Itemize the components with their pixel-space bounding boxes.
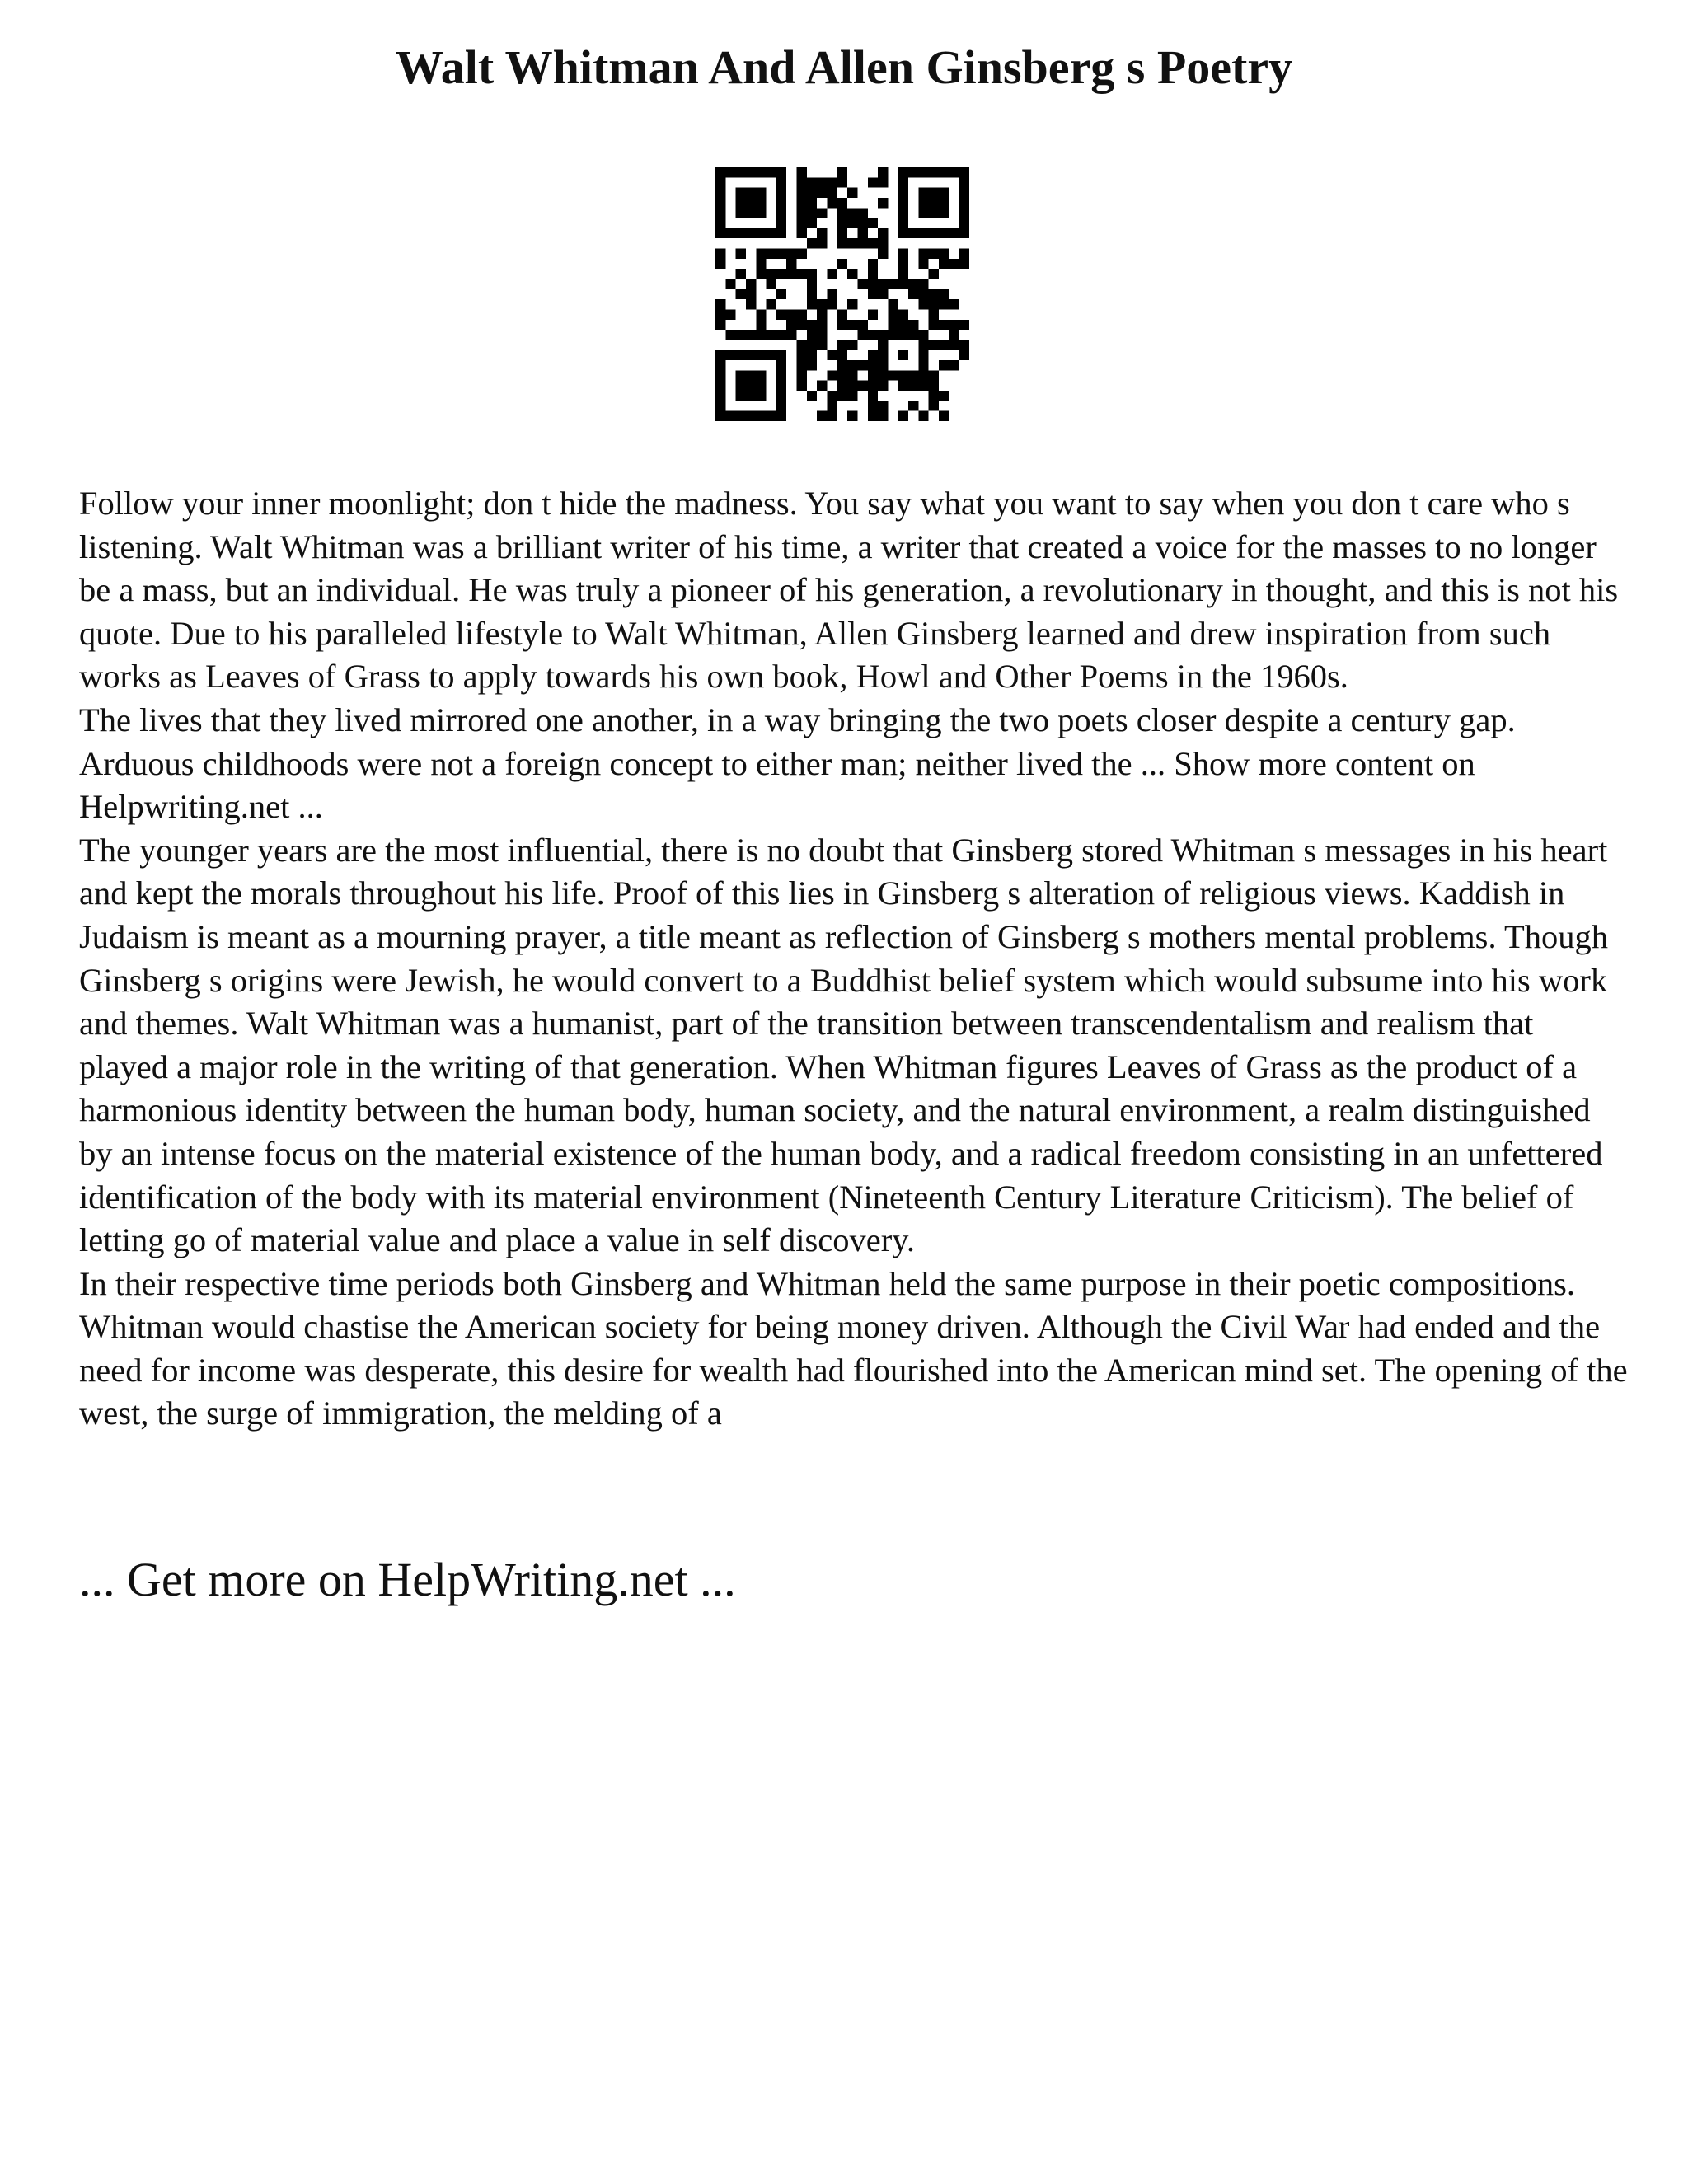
qr-code-icon xyxy=(715,167,969,421)
paragraph-3: The younger years are the most influential, there is no doubt that Ginsberg stored Whitman s messages in his heart and kept the morals throughout his life. Proof of this lies in Ginsberg s alteration of religious views. Kaddish in Judaism is meant as a mourning prayer, a title meant as reflection of Ginsberg s mothers mental problems. Though Ginsberg s origins were Jewish, he would convert to a Buddhist belief system which would subsume into his work and themes. Walt Whitman was a humanist, part of the transition between transcendentalism and realism that played a major role in the writing of that generation. When Whitman figures Leaves of Grass as the product of a harmonious identity between the human body, human society, and the natural environment, a realm distinguished by an intense focus on the material existence of the human body, and a radical freedom consisting in an unfettered identification of the body with its material environment (Nineteenth Century Literature Criticism). The belief of letting go of material value and place a value in self discovery. xyxy=(79,831,1608,1259)
get-more-link[interactable]: ... Get more on HelpWriting.net ... xyxy=(79,1553,736,1606)
paragraph-2: The lives that they lived mirrored one another, in a way bringing the two poets closer despite a century gap. Arduous childhoods were not a foreign concept to either man; neither lived the ... Show more content on Helpwriting.net ... xyxy=(79,701,1516,826)
article-body xyxy=(79,482,1629,1436)
paragraph-1: Follow your inner moonlight; don t hide the madness. You say what you want to say when you don t care who s listening. Walt Whitman was a brilliant writer of his time, a writer that created a voice for the masses to no longer be a mass, but an individual. He was truly a pioneer of his generation, a revolutionary in thought, and this is not his quote. Due to his paralleled lifestyle to Walt Whitman, Allen Ginsberg learned and drew inspiration from such works as Leaves of Grass to apply towards his own book, Howl and Other Poems in the 1960s. xyxy=(79,485,1619,696)
paragraph-4: In their respective time periods both Ginsberg and Whitman held the same purpose in their poetic compositions. Whitman would chastise the American society for being money driven. Although the Civil War had ended and the need for income was desperate, this desire for wealth had flourished into the American mind set. The opening of the west, the surge of immigration, the melding of a xyxy=(79,1264,1628,1432)
document-title: Walt Whitman And Allen Ginsberg s Poetry xyxy=(395,40,1293,94)
